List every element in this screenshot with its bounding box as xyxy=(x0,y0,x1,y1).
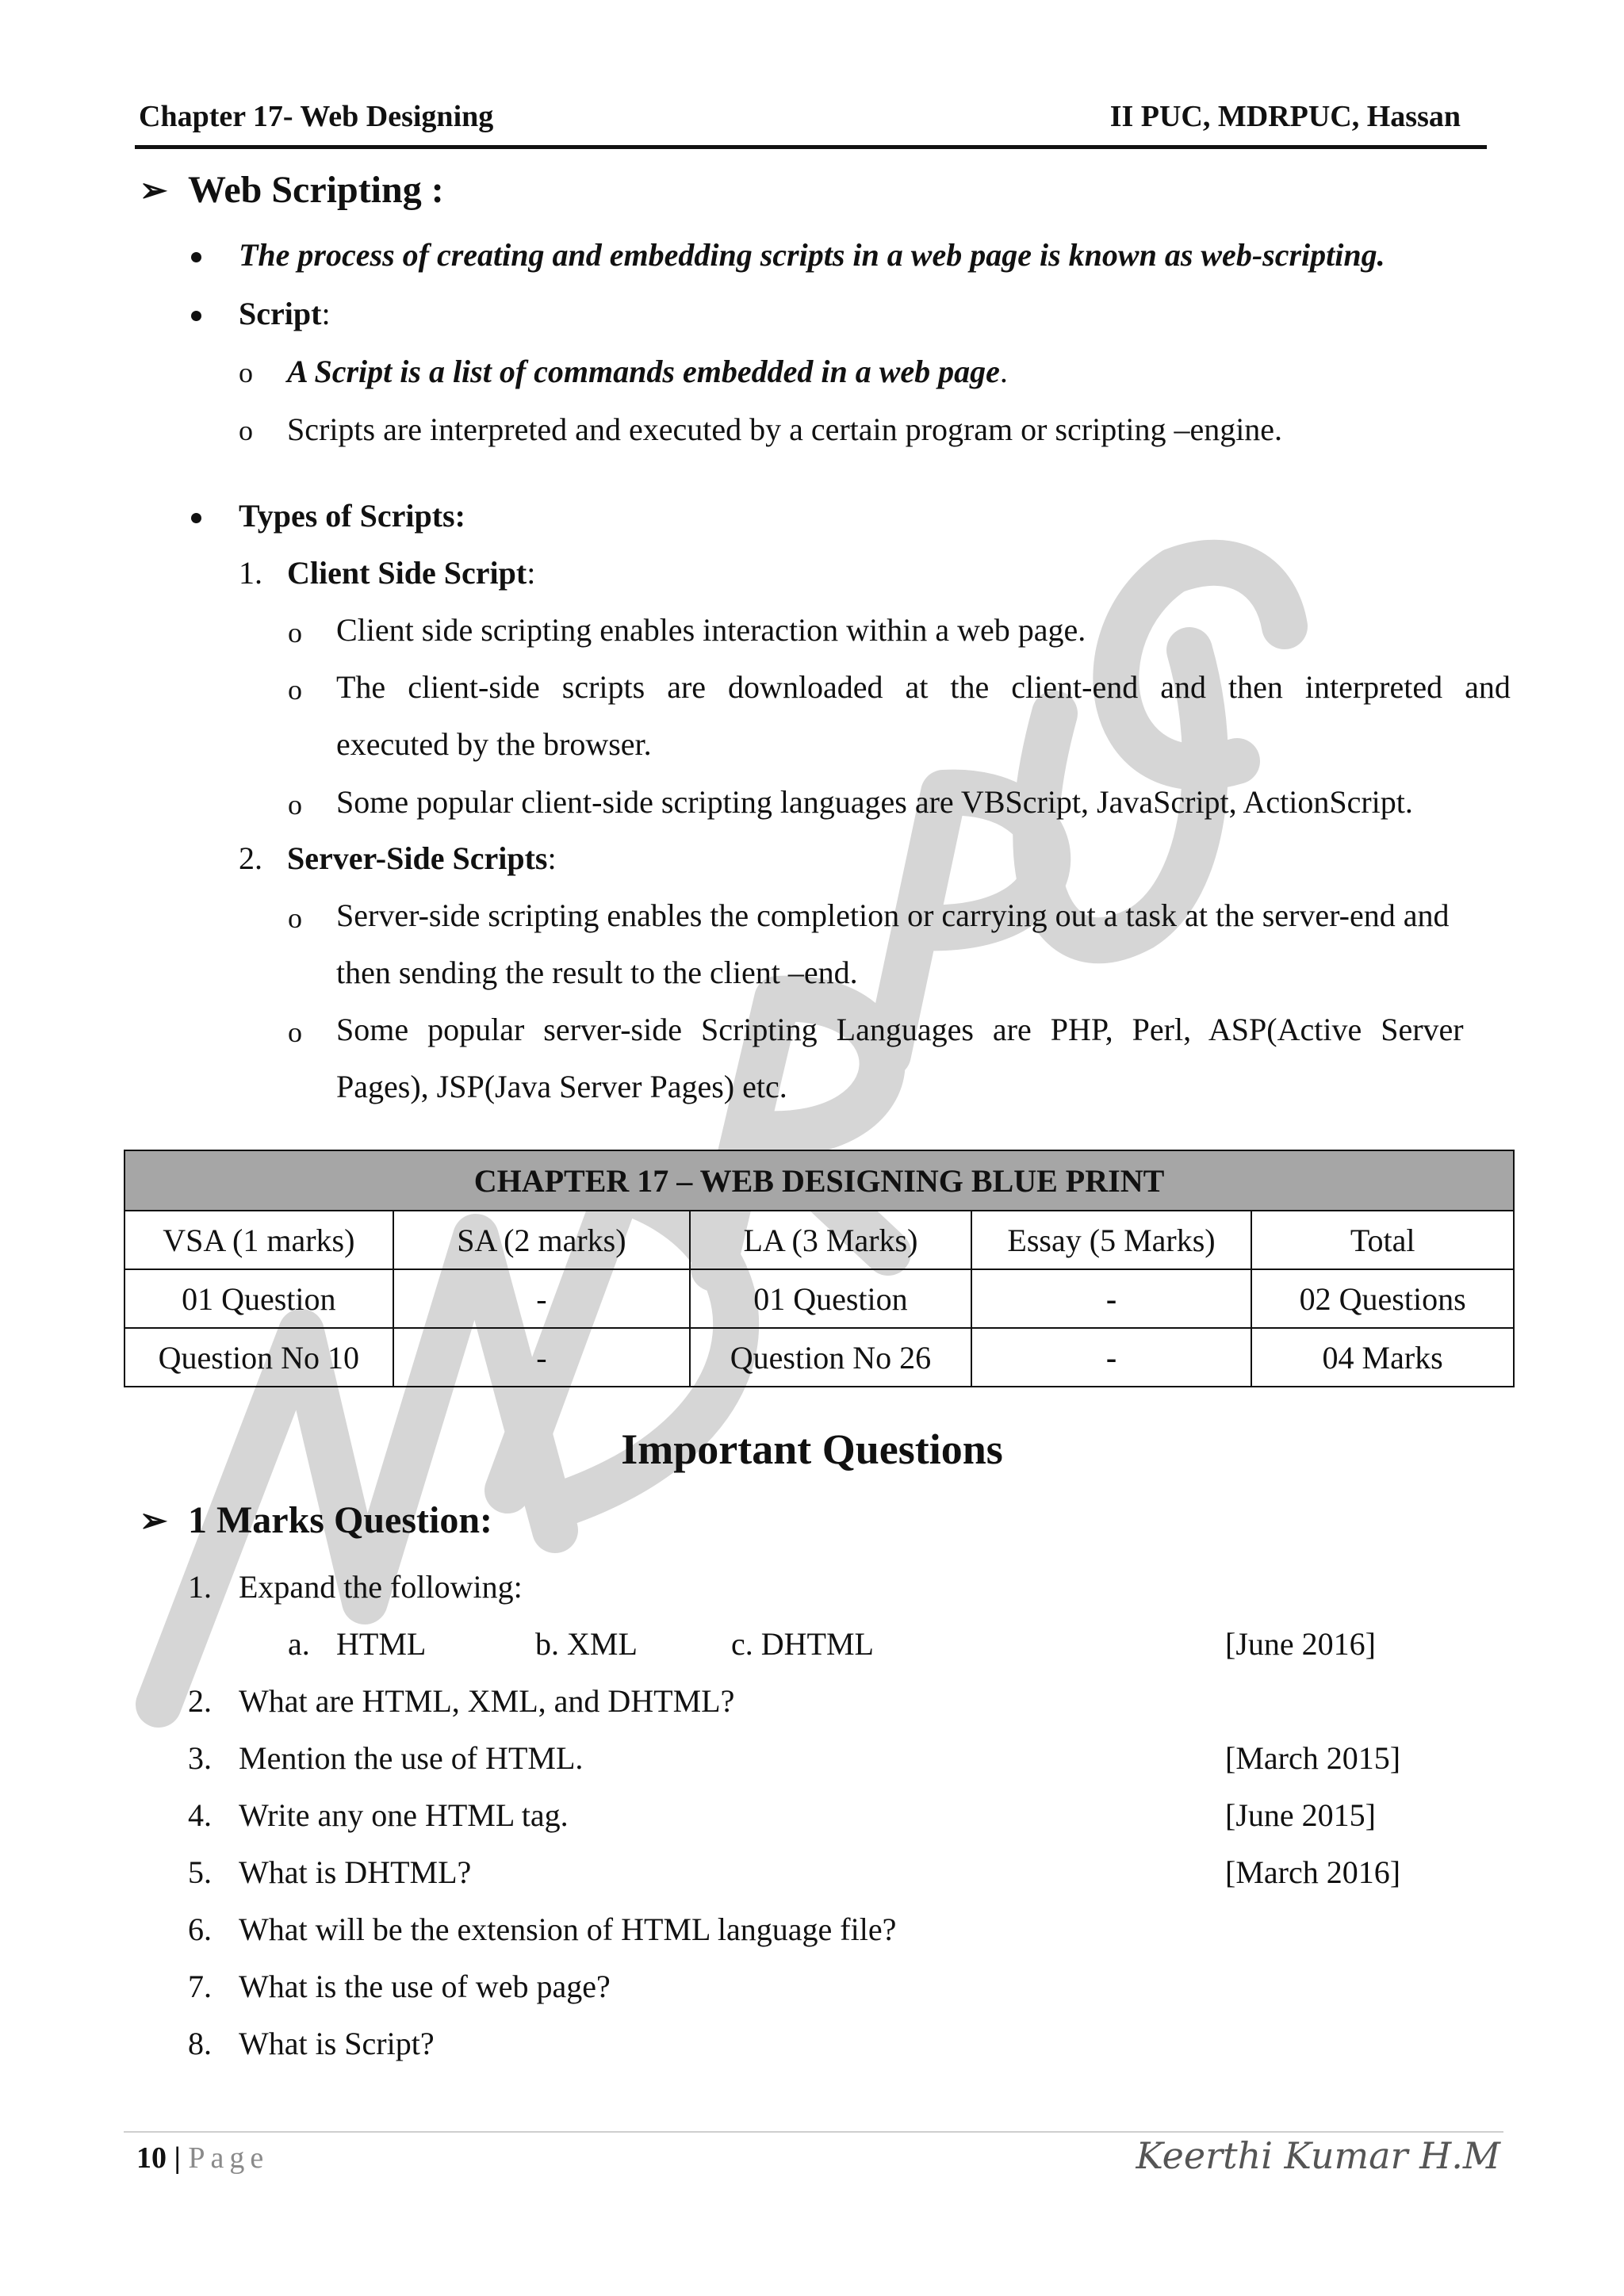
script-label: Script: xyxy=(239,296,331,331)
important-questions-title: Important Questions xyxy=(621,1425,1003,1473)
server-side-script-label: Server-Side Scripts: xyxy=(287,840,557,876)
table-cell: 02 Questions xyxy=(1251,1269,1514,1328)
bullet-dot-icon xyxy=(191,513,201,523)
bullet-dot-icon xyxy=(191,252,201,262)
web-scripting-definition: The process of creating and embedding scripts in a web page is known as web-scripting. xyxy=(239,237,1385,273)
client-point-continuation: executed by the browser. xyxy=(336,726,652,762)
question-number: 5. xyxy=(188,1854,212,1890)
page-number: 10 | Page xyxy=(136,2141,270,2175)
server-point: Some popular server-side Scripting Languages are PHP, Perl, ASP(Active Server xyxy=(336,1012,1464,1047)
question-reference: [June 2015] xyxy=(1225,1797,1376,1833)
circle-bullet-icon: o xyxy=(288,674,302,706)
header-divider xyxy=(135,145,1487,149)
table-header-row xyxy=(124,1211,1514,1269)
arrow-bullet-icon: ➢ xyxy=(140,1503,168,1540)
client-side-script-label: Client Side Script: xyxy=(287,555,536,591)
question-number: 1. xyxy=(188,1569,212,1605)
list-number: 1. xyxy=(239,555,262,591)
table-cell: 04 Marks xyxy=(1251,1328,1514,1387)
question-reference: [March 2015] xyxy=(1225,1740,1401,1776)
table-row xyxy=(124,1328,1514,1387)
table-cell: 01 Question xyxy=(124,1269,393,1328)
column-header: SA (2 marks) xyxy=(393,1211,691,1269)
client-point-justified xyxy=(336,668,1511,706)
script-point: A Script is a list of commands embedded in a web page. xyxy=(287,354,1008,389)
circle-bullet-icon: o xyxy=(239,357,253,388)
column-header: Essay (5 Marks) xyxy=(971,1211,1252,1269)
arrow-bullet-icon: ➢ xyxy=(140,173,168,209)
client-point: Client side scripting enables interaction within a web page. xyxy=(336,612,1086,648)
question-number: 8. xyxy=(188,2026,212,2061)
column-header: LA (3 Marks) xyxy=(690,1211,971,1269)
circle-bullet-icon: o xyxy=(288,902,302,934)
question-reference: [March 2016] xyxy=(1225,1854,1401,1890)
circle-bullet-icon: o xyxy=(288,789,302,821)
table-cell: Question No 10 xyxy=(124,1328,393,1387)
footer-divider xyxy=(124,2131,1503,2133)
types-of-scripts-label: Types of Scripts: xyxy=(239,498,465,534)
client-point: Some popular client-side scripting languages are VBScript, JavaScript, ActionScript. xyxy=(336,784,1413,820)
header-chapter-title: Chapter 17- Web Designing xyxy=(139,100,494,133)
web-scripting-heading: Web Scripting : xyxy=(188,169,444,211)
table-cell: - xyxy=(971,1328,1252,1387)
question-text: What is the use of web page? xyxy=(239,1969,611,2004)
question-text: What is Script? xyxy=(239,2026,435,2061)
question-number: 7. xyxy=(188,1969,212,2004)
sub-item-dhtml: c. DHTML xyxy=(731,1626,874,1662)
sub-item-html: HTML xyxy=(336,1626,427,1662)
script-point: Scripts are interpreted and executed by a certain program or scripting –engine. xyxy=(287,411,1283,447)
list-number: 2. xyxy=(239,840,262,876)
question-number: 6. xyxy=(188,1911,212,1947)
question-reference: [June 2016] xyxy=(1225,1626,1376,1662)
circle-bullet-icon: o xyxy=(288,1016,302,1048)
circle-bullet-icon: o xyxy=(239,415,253,446)
question-text: What will be the extension of HTML language file? xyxy=(239,1911,897,1947)
question-text: What are HTML, XML, and DHTML? xyxy=(239,1683,735,1719)
table-cell: - xyxy=(971,1269,1252,1328)
question-number: 2. xyxy=(188,1683,212,1719)
one-mark-section-heading: 1 Marks Question: xyxy=(188,1499,492,1541)
sub-item-xml: b. XML xyxy=(535,1626,638,1662)
table-cell: Question No 26 xyxy=(690,1328,971,1387)
question-text: Expand the following: xyxy=(239,1569,523,1605)
table-cell: 01 Question xyxy=(690,1269,971,1328)
header-institution: II PUC, MDRPUC, Hassan xyxy=(1109,100,1461,133)
column-header: Total xyxy=(1251,1211,1514,1269)
table-title-row xyxy=(124,1150,1514,1211)
circle-bullet-icon: o xyxy=(288,617,302,649)
author-name: Keerthi Kumar H.M xyxy=(1136,2134,1500,2177)
server-point: Server-side scripting enables the completion or carrying out a task at the server-end and xyxy=(336,897,1450,933)
sub-item-letter: a. xyxy=(288,1626,310,1662)
blueprint-table xyxy=(124,1150,1515,1387)
server-point-continuation: then sending the result to the client –end. xyxy=(336,955,858,990)
question-text: Mention the use of HTML. xyxy=(239,1740,584,1776)
question-number: 3. xyxy=(188,1740,212,1776)
blueprint-title: CHAPTER 17 – WEB DESIGNING BLUE PRINT xyxy=(124,1150,1514,1211)
bullet-dot-icon xyxy=(191,311,201,321)
table-cell: - xyxy=(393,1269,691,1328)
server-point-continuation: Pages), JSP(Java Server Pages) etc. xyxy=(336,1069,787,1104)
column-header: VSA (1 marks) xyxy=(124,1211,393,1269)
question-text: What is DHTML? xyxy=(239,1854,472,1890)
question-text: Write any one HTML tag. xyxy=(239,1797,569,1833)
table-row xyxy=(124,1269,1514,1328)
question-number: 4. xyxy=(188,1797,212,1833)
table-cell: - xyxy=(393,1328,691,1387)
client-point-line: The client-side scripts are downloaded at the client-end and then interpreted and xyxy=(336,669,1511,705)
